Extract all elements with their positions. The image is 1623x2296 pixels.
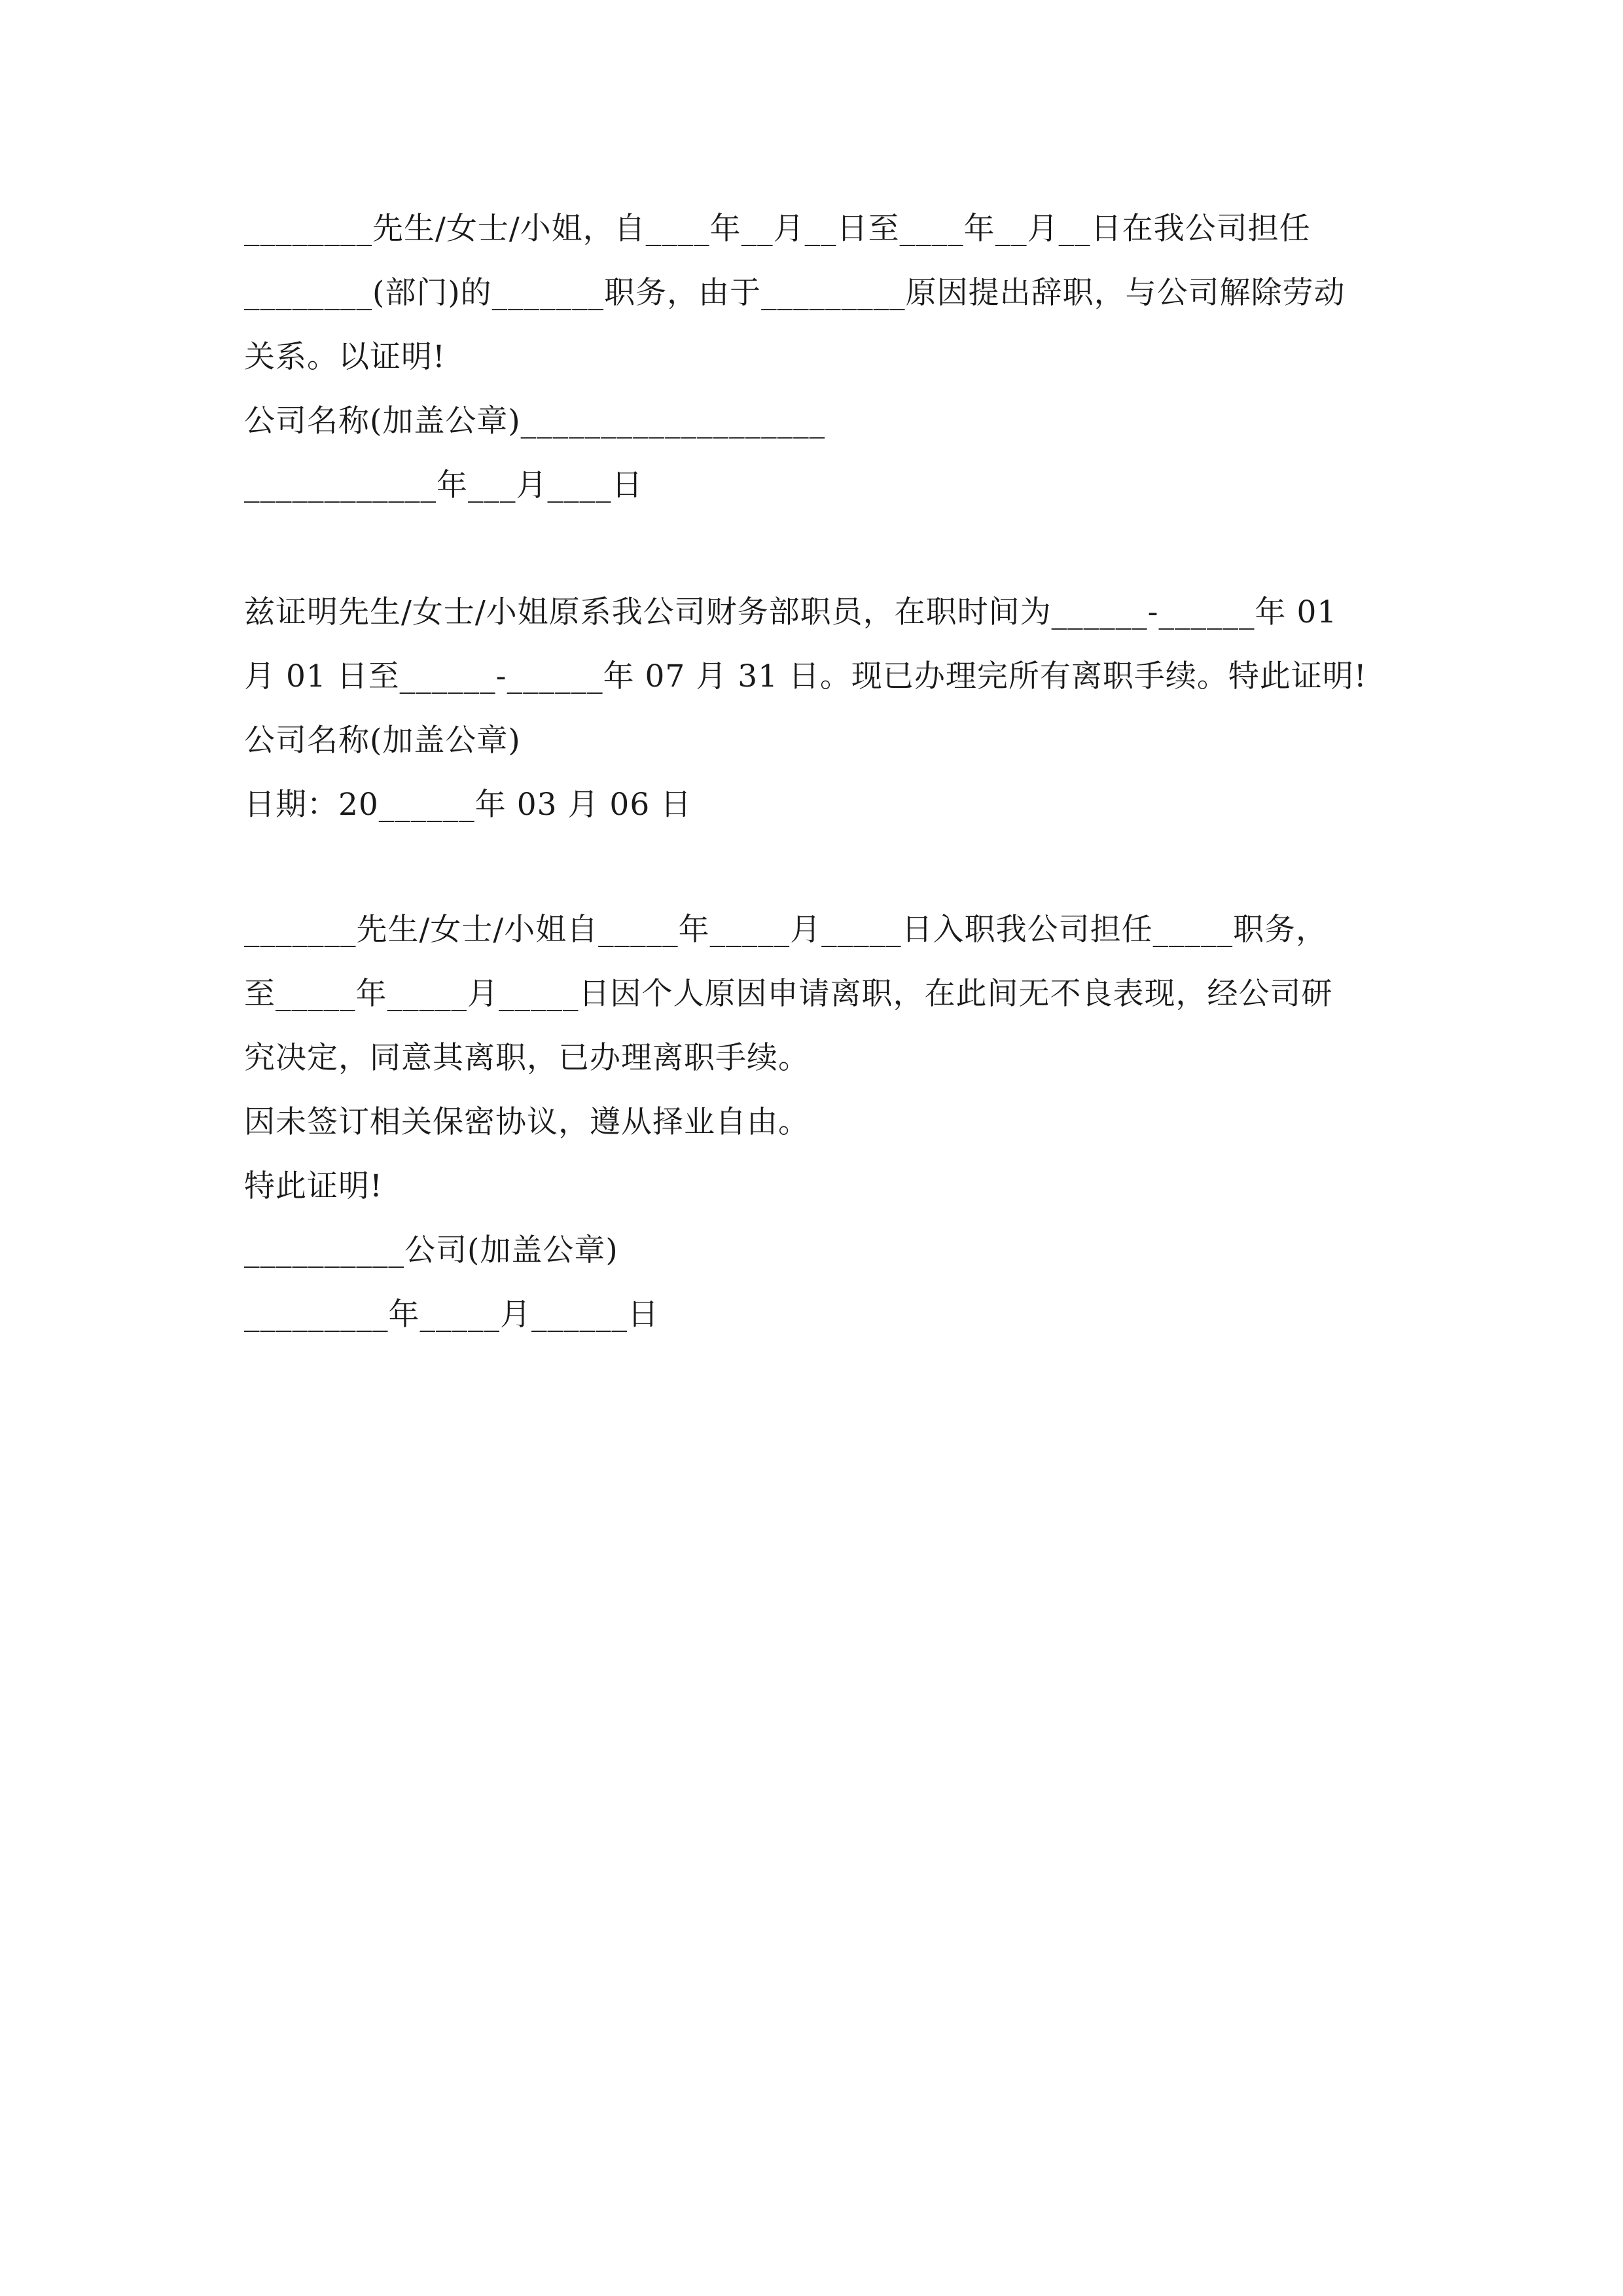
certificate-3-line-3: 究决定，同意其离职，已办理离职手续。 <box>244 1040 810 1076</box>
certificate-1-line-1: ________先生/女士/小姐，自____年__月__日至____年__月__日在我公司担任 <box>244 211 1311 247</box>
certificate-1-company-signature: 公司名称(加盖公章)___________________ <box>244 403 826 439</box>
resignation-certificate-1 <box>244 197 1383 518</box>
certificate-3-date: _________年_____月______日 <box>244 1297 659 1333</box>
certificate-1-line-2: ________(部门)的_______职务，由于_________原因提出辞职，与公司解除劳动 <box>244 275 1346 311</box>
certificate-3-line-2: 至_____年_____月_____日因个人原因申请离职，在此间无不良表现，经公司研 <box>244 976 1333 1012</box>
certificate-3-line-1: _______先生/女士/小姐自_____年_____月_____日入职我公司担任_____职务， <box>244 912 1328 948</box>
certificate-2-line-2: 月 01 日至______-______年 07 月 31 日。现已办理完所有离职手续。特此证明! <box>244 658 1367 694</box>
resignation-certificate-3 <box>244 898 1383 1347</box>
certificate-2-date: 日期：20______年 03 月 06 日 <box>244 787 692 823</box>
certificate-1-date: ____________年___月____日 <box>244 467 643 503</box>
certificate-2-company-signature: 公司名称(加盖公章) <box>244 723 521 759</box>
certificate-3-line-4: 因未签订相关保密协议，遵从择业自由。 <box>244 1104 810 1140</box>
certificate-3-company-signature: __________公司(加盖公章) <box>244 1232 618 1268</box>
certificate-1-line-3: 关系。以证明! <box>244 339 446 375</box>
certificate-3-closing: 特此证明! <box>244 1168 383 1204</box>
resignation-certificate-2 <box>244 581 1383 837</box>
certificate-2-line-1: 兹证明先生/女士/小姐原系我公司财务部职员，在职时间为______-______年 01 <box>244 594 1338 630</box>
